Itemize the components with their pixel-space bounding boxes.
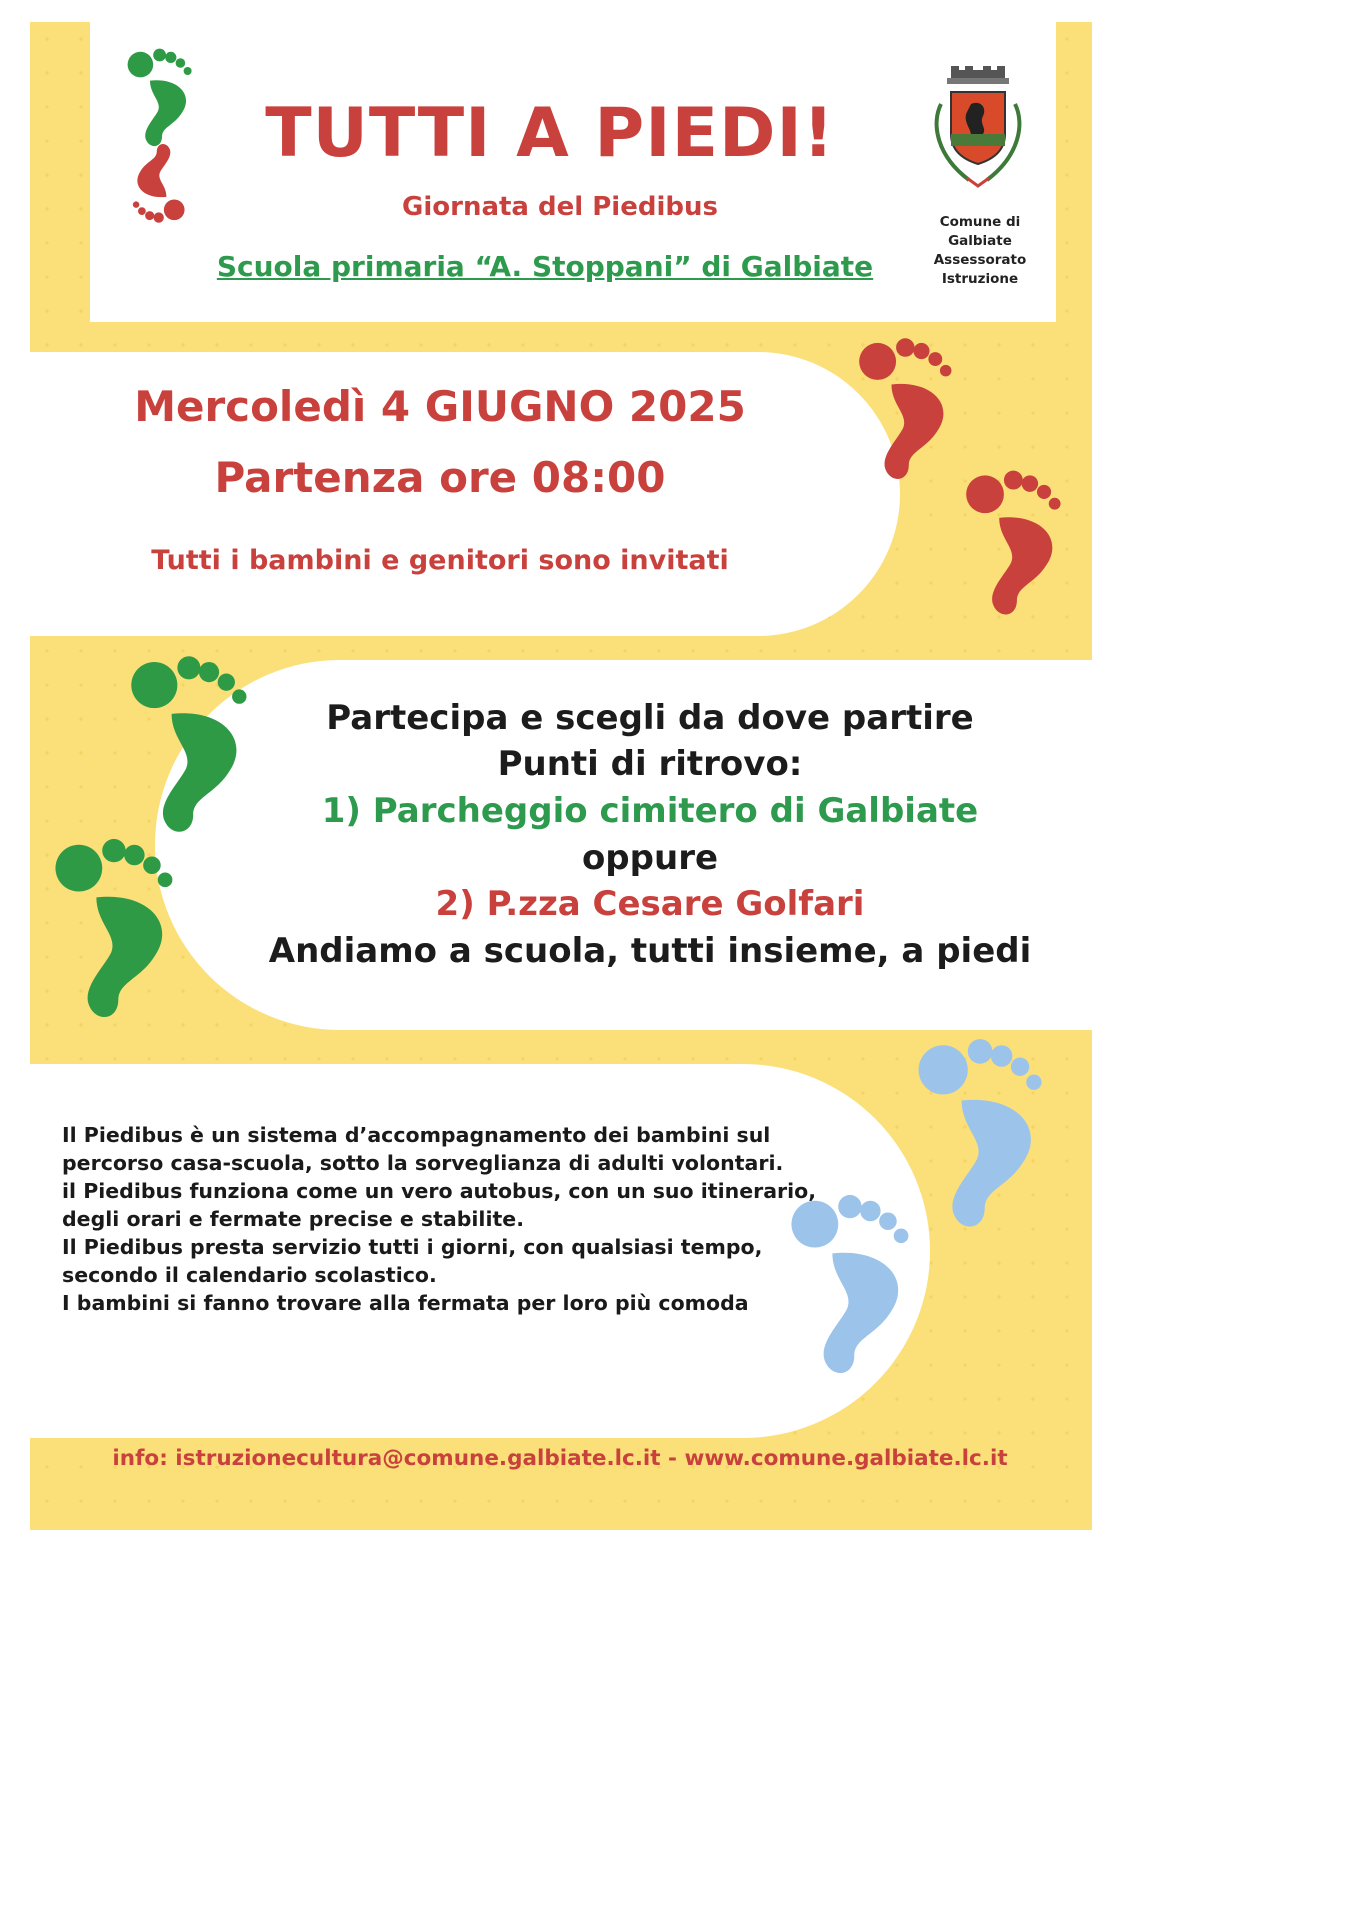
info-paragraph: Il Piedibus è un sistema d’accompagnamento dei bambini sul percorso casa-scuola, sotto la sorveglianza di adulti volontari. [62,1123,784,1175]
comune-line: Assessorato [933,252,1027,268]
footprint-icon [36,836,186,1026]
comune-line: Galbiate [948,233,1012,249]
footprint-icon [118,46,198,152]
event-start-time: Partenza ore 08:00 [214,453,666,502]
comune-label [905,213,1055,289]
footer-contact: info: istruzionecultura@comune.galbiate.lc.it - www.comune.galbiate.lc.it [112,1446,1008,1471]
info-paragraph: il Piedibus funziona come un vero autobus, con un suo itinerario, degli orari e fermate precise e stabilite. [62,1179,817,1231]
info-text [62,1121,862,1317]
meeting-closing: Andiamo a scuola, tutti insieme, a piedi [268,931,1032,971]
footprint-icon [114,652,258,842]
comune-line: Istruzione [941,271,1019,287]
school-name: Scuola primaria “A. Stoppani” di Galbiate [216,250,874,283]
event-date: Mercoledì 4 GIUGNO 2025 [134,382,746,431]
poster-subtitle: Giornata del Piedibus [402,192,718,222]
meeting-points-heading: Punti di ritrovo: [497,744,803,784]
poster-title: TUTTI A PIEDI! [265,94,835,173]
meeting-point-1: 1) Parcheggio cimitero di Galbiate [321,791,979,831]
footprint-icon [952,462,1070,628]
meeting-intro: Partecipa e scegli da dove partire [326,698,974,738]
meeting-point-2: 2) P.zza Cesare Golfari [435,884,865,924]
event-invite: Tutti i bambini e genitori sono invitati [151,545,729,576]
comune-line: Comune di [939,214,1021,230]
crest-icon [925,64,1031,194]
footprint-icon [842,336,964,486]
info-paragraph: I bambini si fanno trovare alla fermata per loro più comoda [62,1291,749,1315]
footprint-icon [112,140,208,224]
meeting-or: oppure [581,838,719,878]
info-paragraph: Il Piedibus presta servizio tutti i giorni, con qualsiasi tempo, secondo il calendario scolastico. [62,1235,763,1287]
